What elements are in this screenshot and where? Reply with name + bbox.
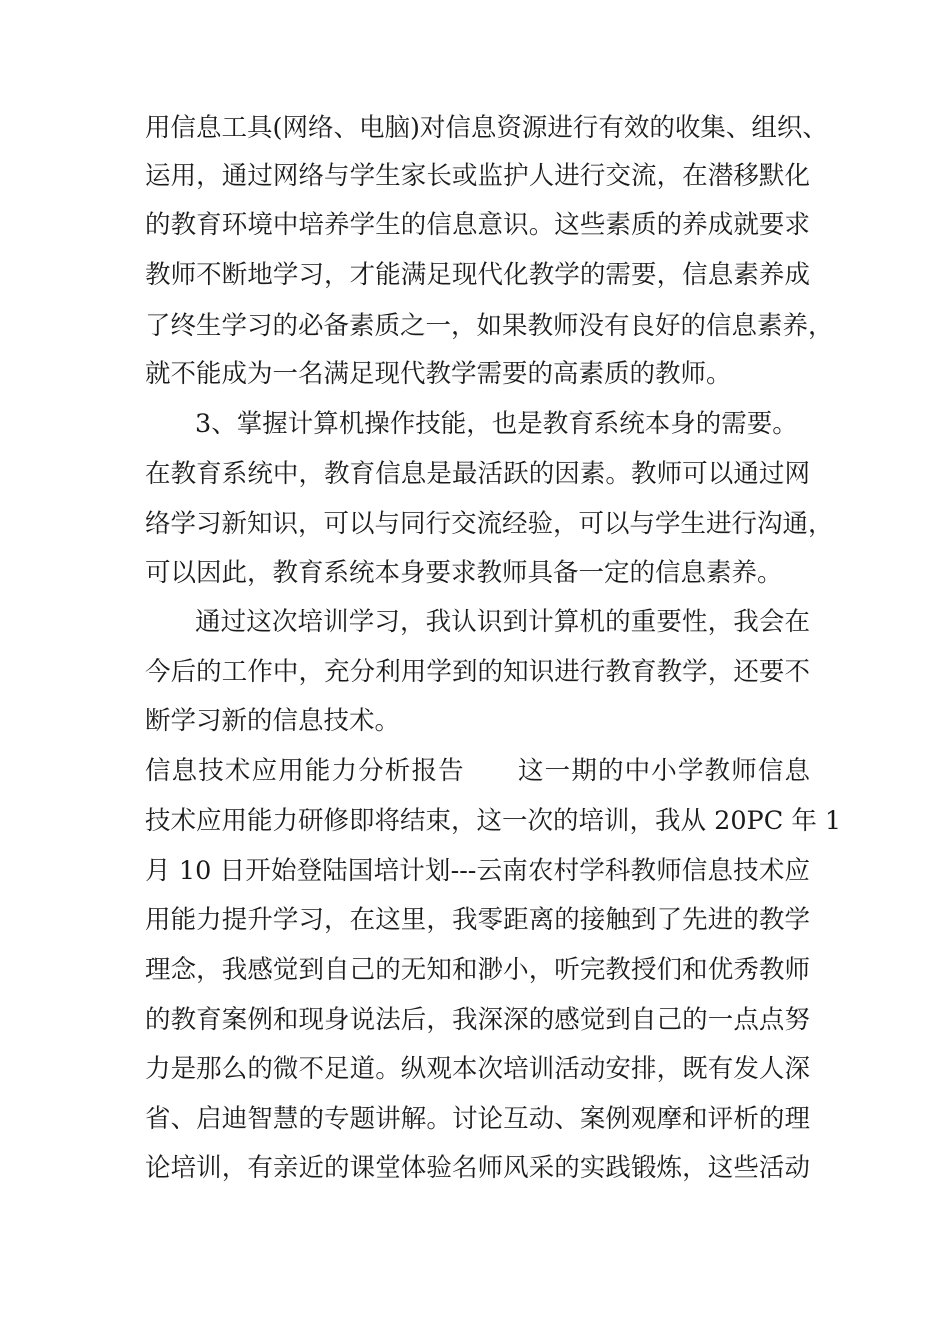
- paragraph-line: 力是那么的微不足道。纵观本次培训活动安排，既有发人深: [145, 1054, 810, 1084]
- paragraph-line: 月 10 日开始登陆国培计划---云南农村学科教师信息技术应: [145, 856, 810, 886]
- paragraph-line: 络学习新知识，可以与同行交流经验，可以与学生进行沟通，: [145, 509, 834, 539]
- paragraph-line: 了终生学习的必备素质之一，如果教师没有良好的信息素养，: [145, 311, 834, 341]
- paragraph-line: 省、启迪智慧的专题讲解。讨论互动、案例观摩和评析的理: [145, 1104, 810, 1134]
- paragraph-line: 运用，通过网络与学生家长或监护人进行交流，在潜移默化: [145, 161, 810, 191]
- paragraph-line: 教师不断地学习，才能满足现代化教学的需要，信息素养成: [145, 260, 810, 290]
- paragraph-line: 可以因此，教育系统本身要求教师具备一定的信息素养。: [145, 558, 783, 588]
- paragraph-line: 就不能成为一名满足现代教学需要的高素质的教师。: [145, 359, 732, 389]
- paragraph-line: 用能力提升学习，在这里，我零距离的接触到了先进的教学: [145, 905, 810, 935]
- paragraph-line: 断学习新的信息技术。: [145, 706, 401, 736]
- paragraph-line: 论培训，有亲近的课堂体验名师风采的实践锻炼，这些活动: [145, 1153, 810, 1183]
- paragraph-line: 理念，我感觉到自己的无知和渺小，听完教授们和优秀教师: [145, 955, 810, 985]
- paragraph-line: 用信息工具(网络、电脑)对信息资源进行有效的收集、组织、: [145, 113, 828, 143]
- paragraph-line: 的教育环境中培养学生的信息意识。这些素质的养成就要求: [145, 210, 810, 240]
- paragraph-line: 通过这次培训学习，我认识到计算机的重要性，我会在: [195, 607, 810, 637]
- paragraph-line: 今后的工作中，充分利用学到的知识进行教育教学，还要不: [145, 657, 810, 687]
- paragraph-line: 技术应用能力研修即将结束，这一次的培训，我从 20PC 年 1: [145, 806, 842, 836]
- paragraph-line: 在教育系统中，教育信息是最活跃的因素。教师可以通过网: [145, 459, 810, 489]
- paragraph-line: 的教育案例和现身说法后，我深深的感觉到自己的一点点努: [145, 1005, 810, 1035]
- report-title-line: 信息技术应用能力分析报告 这一期的中小学教师信息: [145, 756, 810, 786]
- section-heading-line: 3、掌握计算机操作技能，也是教育系统本身的需要。: [195, 409, 798, 439]
